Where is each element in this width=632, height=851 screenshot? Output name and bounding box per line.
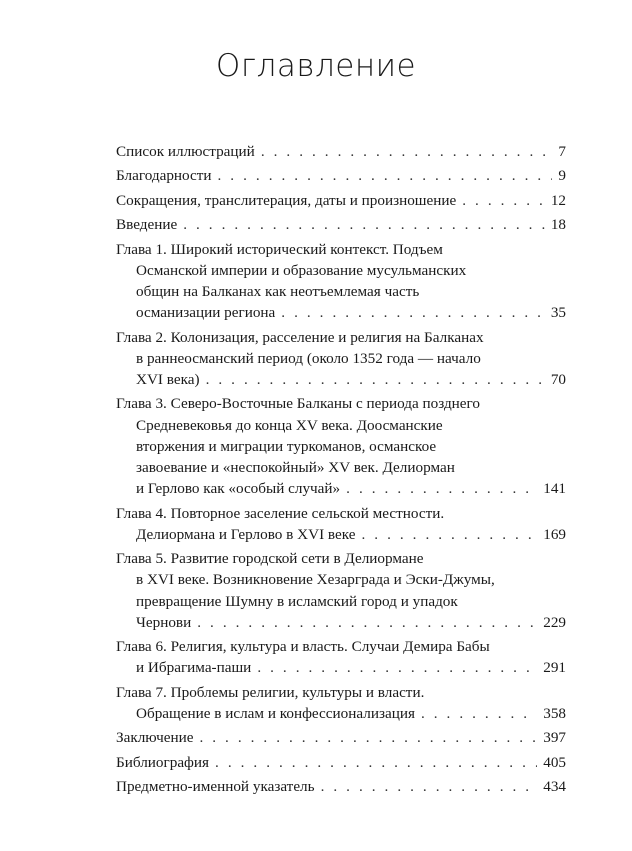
page-number[interactable]: 169: [543, 525, 566, 543]
toc-entry[interactable]: [116, 752, 566, 773]
toc-entry-line: Чернови: [136, 613, 192, 631]
page-number[interactable]: 7: [558, 143, 566, 160]
toc-entry-line: Обращение в ислам и конфессионализация: [136, 704, 415, 722]
toc-entry-line: Заключение: [116, 729, 194, 747]
page-number[interactable]: 434: [543, 778, 566, 796]
toc-entry-line: османизации региона: [136, 304, 276, 322]
toc-entry-line: Библиография: [116, 753, 210, 771]
toc-entry-line: Список иллюстраций: [116, 143, 255, 160]
toc-entry-line: Сокращения, транслитерация, даты и произношение: [116, 191, 457, 209]
toc-entry-line: Глава 1. Широкий исторический контекст. Подъем: [116, 240, 443, 258]
toc-entry[interactable]: [116, 239, 566, 324]
toc-entry-last-line: [116, 214, 566, 235]
toc-entry-last-line: [116, 165, 566, 186]
toc-entry-last-line: [116, 302, 566, 323]
toc-entry[interactable]: [116, 327, 566, 391]
toc-entry-line: Делиормана и Герлово в XVI веке: [136, 525, 356, 543]
toc-entry-line: Благодарности: [116, 167, 212, 185]
toc-entry-line: общин на Балканах как неотъемлемая часть: [136, 282, 420, 300]
toc-entry-line: в раннеосманский период (около 1352 года — начало: [136, 349, 481, 367]
toc-entry-line: превращение Шумну в исламский город и упадок: [136, 592, 458, 610]
page-number[interactable]: 12: [550, 191, 566, 209]
toc-entry[interactable]: [116, 141, 566, 162]
dot-leader: [215, 752, 537, 773]
toc-entry[interactable]: [116, 727, 566, 748]
dot-leader: [197, 612, 537, 633]
toc-entry-line: Глава 2. Колонизация, расселение и религия на Балканах: [116, 328, 484, 346]
dot-leader: [261, 141, 553, 162]
toc-entry-last-line: [116, 752, 566, 773]
toc-entry-line: Глава 5. Развитие городской сети в Делиормане: [116, 550, 424, 568]
page-number[interactable]: 229: [543, 613, 566, 631]
toc-entry-line: Глава 6. Религия, культура и власть. Случаи Демира Бабы: [116, 638, 490, 656]
toc-entry[interactable]: [116, 636, 566, 678]
page-number[interactable]: 70: [550, 370, 566, 388]
toc-entry[interactable]: [116, 214, 566, 235]
toc-entry[interactable]: [116, 682, 566, 724]
page-number[interactable]: 18: [550, 216, 566, 234]
toc-entry-line: завоевание и «неспокойный» XV век. Делиорман: [136, 458, 455, 476]
toc-entry-line: XVI века): [136, 370, 200, 388]
dot-leader: [206, 369, 545, 390]
dot-leader: [421, 703, 537, 724]
toc-entry[interactable]: [116, 548, 566, 633]
toc-entry-line: Введение: [116, 216, 178, 234]
page-number[interactable]: 397: [543, 729, 566, 747]
dot-leader: [183, 214, 545, 235]
toc-entry-line: Глава 7. Проблемы религии, культуры и власти.: [116, 683, 425, 701]
toc-entry[interactable]: [116, 503, 566, 545]
toc-entry-last-line: [116, 657, 566, 678]
toc-entry[interactable]: [116, 165, 566, 186]
dot-leader: [199, 727, 537, 748]
toc-entry-last-line: [116, 776, 566, 797]
page-number[interactable]: 141: [543, 480, 566, 498]
page-title: Оглавление: [215, 48, 417, 84]
toc-entry-line: и Герлово как «особый случай»: [136, 480, 341, 498]
dot-leader: [346, 478, 537, 499]
toc-entry-line: Османской империи и образование мусульманских: [136, 261, 467, 279]
toc-entry-last-line: [116, 190, 566, 211]
toc-entry[interactable]: [116, 190, 566, 211]
toc-entry-line: Средневековья до конца XV века. Доосманские: [136, 416, 443, 434]
toc-entry-last-line: [116, 478, 566, 499]
toc-entry-last-line: [116, 141, 566, 162]
toc-entry-line: вторжения и миграции туркоманов, османское: [136, 437, 437, 455]
toc-entry-line: Предметно-именной указатель: [116, 778, 315, 796]
dot-leader: [218, 165, 553, 186]
toc-entry-line: в XVI веке. Возникновение Хезарграда и Эски-Джумы,: [136, 571, 495, 589]
dot-leader: [462, 190, 545, 211]
toc-entry-line: и Ибрагима-паши: [136, 659, 252, 677]
table-of-contents: [116, 141, 566, 801]
page-number[interactable]: 358: [543, 704, 566, 722]
toc-entry[interactable]: [116, 393, 566, 499]
toc-entry-line: Глава 4. Повторное заселение сельской местности.: [116, 504, 445, 522]
toc-entry-last-line: [116, 703, 566, 724]
toc-entry-line: Глава 3. Северо-Восточные Балканы с периода позднего: [116, 395, 480, 413]
dot-leader: [321, 776, 538, 797]
page-number[interactable]: 9: [558, 167, 566, 185]
page-number[interactable]: 405: [543, 753, 566, 771]
page-number[interactable]: 35: [550, 304, 566, 322]
page-number[interactable]: 291: [543, 659, 566, 677]
dot-leader: [281, 302, 545, 323]
dot-leader: [362, 524, 538, 545]
toc-entry[interactable]: [116, 776, 566, 797]
dot-leader: [257, 657, 537, 678]
toc-entry-last-line: [116, 612, 566, 633]
toc-entry-last-line: [116, 727, 566, 748]
toc-entry-last-line: [116, 369, 566, 390]
toc-entry-last-line: [116, 524, 566, 545]
